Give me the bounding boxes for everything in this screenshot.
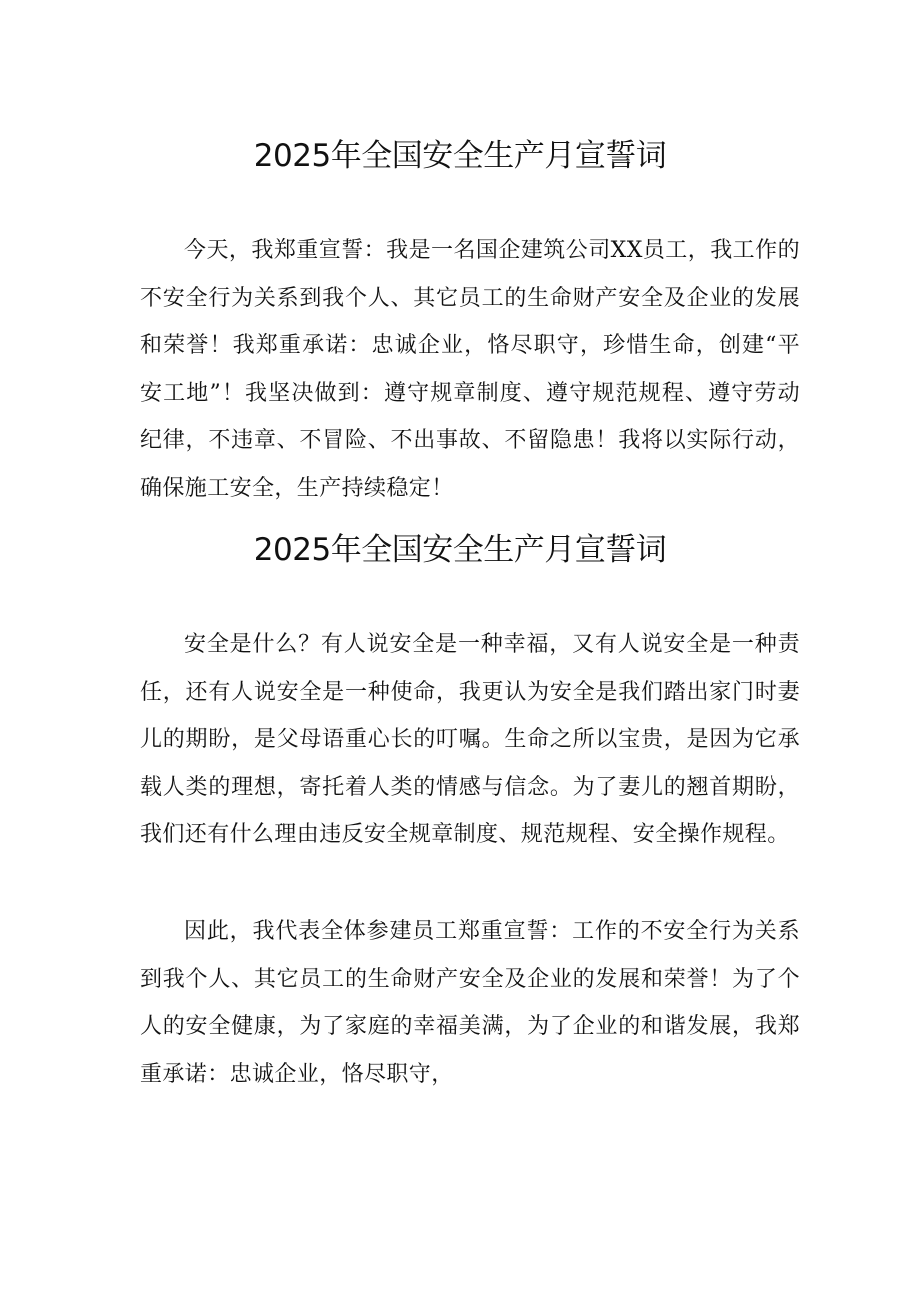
section-title: 2025年全国安全生产月宣誓词 — [253, 532, 667, 568]
oath-paragraph: 今天，我郑重宣誓：我是一名国企建筑公司XX员工，我工作的不安全行为关系到我个人、其它员工的生命财产安全及企业的发展和荣誉！我郑重承诺：忠诚企业，恪尽职守，珍惜生命，创建“平安工地”！我坚决做到：遵守规章制度、遵守规范规程、遵守劳动纪律，不违章、不冒险、不出事故、不留隐患！我将以实际行动，确保施工安全，生产持续稳定！ — [140, 238, 800, 501]
section-title: 2025年全国安全生产月宣誓词 — [253, 138, 667, 174]
safety-paragraph: 安全是什么？有人说安全是一种幸福，又有人说安全是一种责任，还有人说安全是一种使命，我更认为安全是我们踏出家门时妻儿的期盼，是父母语重心长的叮嘱。生命之所以宝贵，是因为它承载人类的理想，寄托着人类的情感与信念。为了妻儿的翘首期盼，我们还有什么理由违反安全规章制度、规范规程、安全操作规程。 — [140, 632, 800, 848]
oath-paragraph: 因此，我代表全体参建员工郑重宣誓：工作的不安全行为关系到我个人、其它员工的生命财产安全及企业的发展和荣誉！为了个人的安全健康，为了家庭的幸福美满，为了企业的和谐发展，我郑重承诺：忠诚企业，恪尽职守， — [140, 919, 800, 1087]
